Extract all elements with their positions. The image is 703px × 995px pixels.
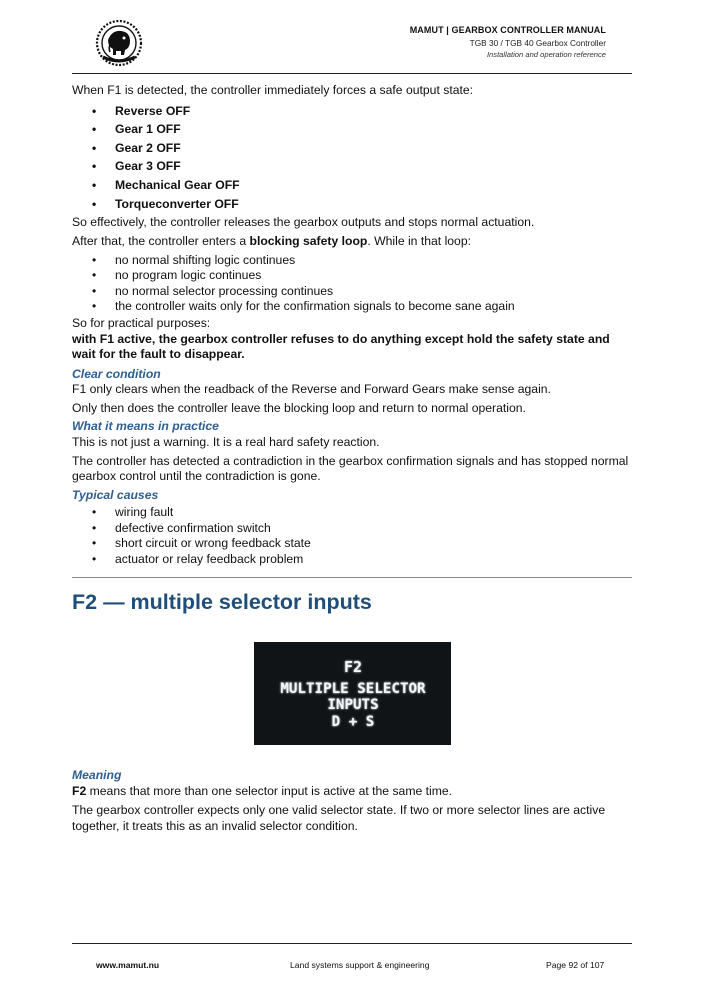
footer-page-number: Page 92 of 107 [546,960,605,970]
reference-subtitle: Installation and operation reference [486,50,606,59]
loop-pre: After that, the controller enters a [72,233,250,248]
loop-post: . While in that loop: [367,233,471,248]
product-subtitle: TGB 30 / TGB 40 Gearbox Controller [469,38,606,48]
list-item [72,102,632,121]
list-item [72,120,632,139]
mamut-logo-icon [94,18,144,68]
bullet-icon: • [92,520,97,535]
practice-text-2: The controller has detected a contradiction in the gearbox confirmation signals and has stopped normal gearbox control until the contradiction is gone. [72,453,629,484]
list-item-label: defective confirmation switch [115,520,271,535]
list-item [72,521,632,537]
clear-text-2: Only then does the controller leave the blocking loop and return to normal operation. [72,400,526,415]
bullet-icon: • [92,505,97,520]
list-item [72,176,632,195]
bullet-icon: • [92,536,97,551]
list-item-label: Reverse OFF [115,103,191,118]
manual-title: MAMUT | GEARBOX CONTROLLER MANUAL [409,25,606,35]
list-item [72,299,632,315]
list-item-label: wiring fault [115,505,174,520]
bullet-icon: • [92,252,97,267]
list-item-label: Torqueconverter OFF [115,196,239,211]
list-item-label: Gear 2 OFF [115,140,181,155]
intro-text: When F1 is detected, the controller immediately forces a safe output state: [72,83,474,97]
effect-text: So effectively, the controller releases the gearbox outputs and stops normal actuation. [72,215,535,230]
list-item [72,195,632,214]
display-line-1: F2 [343,658,363,676]
list-item-label: actuator or relay feedback problem [115,552,304,567]
page-header [72,14,632,74]
bullet-icon: • [92,140,97,155]
display-line-4: D + S [331,714,375,730]
list-item-label: no program logic continues [115,268,262,283]
list-item [72,157,632,176]
bullet-icon: • [92,103,97,118]
bullet-icon: • [92,552,97,567]
practice-heading: What it means in practice [72,419,219,434]
meaning-heading: Meaning [72,768,122,782]
f2-content [72,768,632,838]
loop-text [72,234,632,250]
bullet-icon: • [92,299,97,314]
practical-bold-text: with F1 active, the gearbox controller refuses to do anything except hold the safety state and wait for the fault to disappear. [72,331,610,361]
loop-bold: blocking safety loop [249,233,368,248]
display-line-3: INPUTS [327,697,379,713]
bullet-icon: • [92,122,97,137]
bullet-icon: • [92,196,97,211]
f2-section-title: F2 — multiple selector inputs [72,590,372,614]
display-line-2: MULTIPLE SELECTOR [280,681,426,697]
causes-heading: Typical causes [72,487,159,502]
list-item-label: the controller waits only for the confirmation signals to become sane again [115,299,515,314]
clear-text-1: F1 only clears when the readback of the Reverse and Forward Gears make sense again. [72,382,551,396]
meaning-text-2: The gearbox controller expects only one valid selector state. If two or more selector lines are active together, it treats this as an invalid selector condition. [72,803,606,833]
bullet-icon: • [92,159,97,174]
list-item [72,505,632,521]
practical-text: So for practical purposes: [72,316,211,330]
list-item [72,268,632,284]
footer-divider [72,943,632,944]
bullet-icon: • [92,178,97,193]
meaning-rest: means that more than one selector input is active at the same time. [86,783,453,798]
list-item [72,253,632,269]
practice-text-1: This is not just a warning. It is a real hard safety reaction. [72,434,380,449]
section-divider [72,577,632,578]
causes-list [72,505,632,567]
meaning-bold: F2 [72,783,87,798]
list-item-label: no normal shifting logic continues [115,252,296,267]
list-item-label: Gear 3 OFF [115,159,181,174]
list-item [72,536,632,552]
bullet-icon: • [92,283,97,298]
f1-content [72,83,632,569]
list-item-label: Gear 1 OFF [115,122,181,137]
meaning-text [72,784,632,800]
list-item-label: no normal selector processing continues [115,283,334,298]
list-item [72,139,632,158]
safe-output-list [72,102,632,214]
list-item [72,552,632,568]
list-item-label: Mechanical Gear OFF [115,178,240,193]
footer-tagline: Land systems support & engineering [290,960,430,970]
clear-condition-heading: Clear condition [72,366,161,381]
list-item [72,284,632,300]
loop-list [72,253,632,315]
header-text [410,25,606,59]
bullet-icon: • [92,268,97,283]
footer-website: www.mamut.nu [96,960,160,970]
controller-display-image [254,642,451,745]
list-item-label: short circuit or wrong feedback state [115,536,311,551]
